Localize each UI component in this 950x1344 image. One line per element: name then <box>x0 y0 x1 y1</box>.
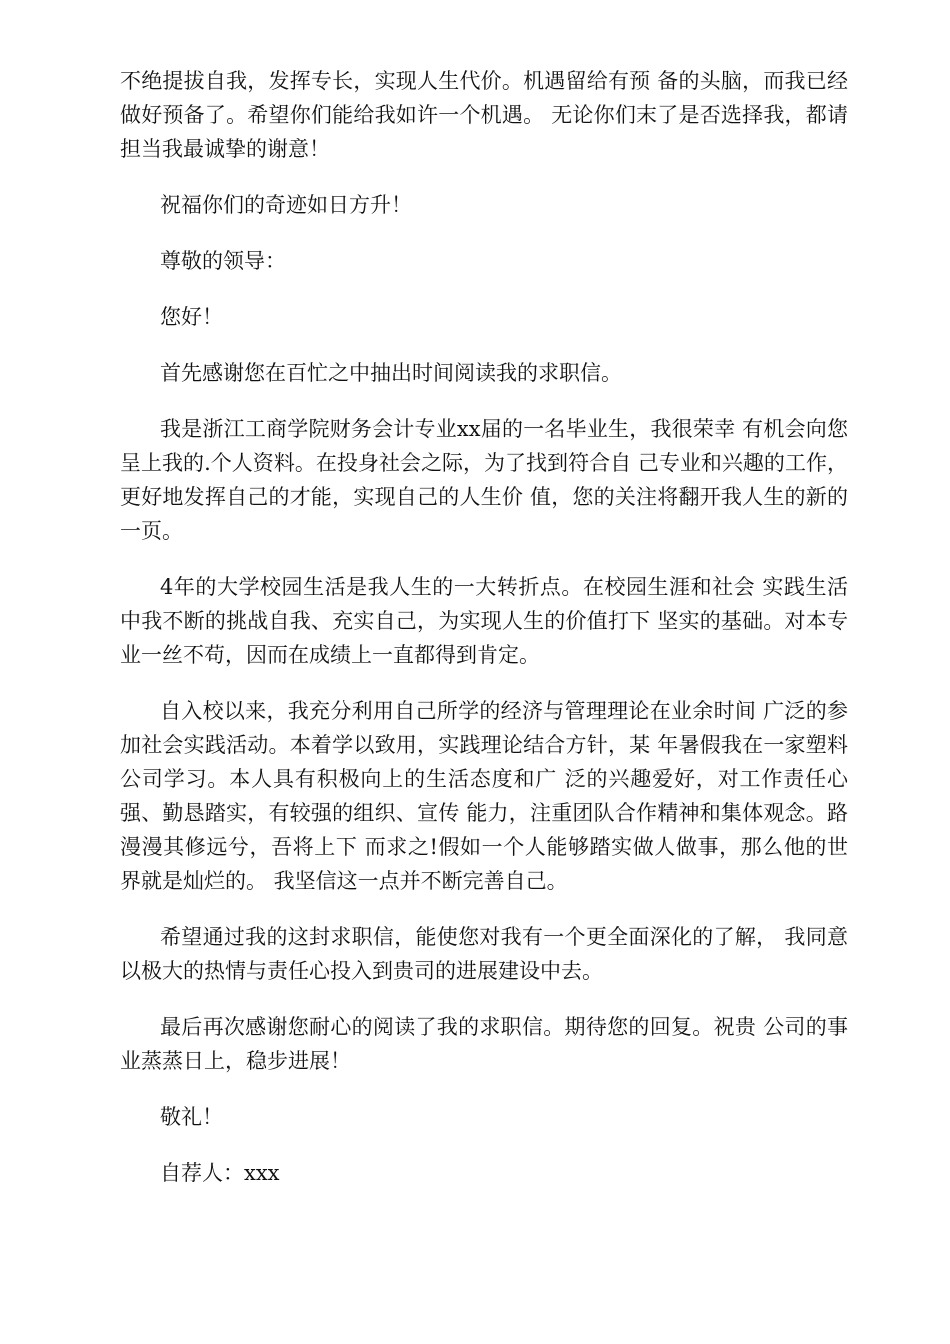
paragraph-closing: 最后再次感谢您耐心的阅读了我的求职信。期待您的回复。祝贵 公司的事业蒸蒸日上，稳步进展！ <box>120 1015 848 1073</box>
paragraph-experience: 自入校以来，我充分利用自己所学的经济与管理理论在业余时间 广泛的参加社会实践活动。本着学以致用，实践理论结合方针，某 年暑假我在一家塑料公司学习。本人具有积极向上的生活态度和广 泛的兴趣爱好，对工作责任心强、勤恳踏实，有较强的组织、宣传 能力，注重团队合作精神和集体观念。路漫漫其修远兮，吾将上下 而求之!假如一个人能够踏实做人做事，那么他的世界就是灿烂的。 我坚信这一点并不断完善自己。 <box>120 699 848 893</box>
paragraph-introduction: 我是浙江工商学院财务会计专业xx届的一名毕业生，我很荣幸 有机会向您呈上我的.个人资料。在投身社会之际，为了找到符合自 己专业和兴趣的工作，更好地发挥自己的才能，实现自己的人生价 值，您的关注将翻开我人生的新的一页。 <box>120 417 848 543</box>
paragraph-college-life: 4年的大学校园生活是我人生的一大转折点。在校园生涯和社会 实践生活中我不断的挑战自我、充实自己，为实现人生的价值打下 坚实的基础。对本专业一丝不苟，因而在成绩上一直都得到肯定。 <box>120 575 848 667</box>
paragraph-thanks: 首先感谢您在百忙之中抽出时间阅读我的求职信。 <box>160 361 622 385</box>
paragraph-blessing: 祝福你们的奇迹如日方升！ <box>160 193 412 217</box>
signature: 自荐人：xxx <box>160 1161 280 1185</box>
greeting: 您好！ <box>160 305 223 329</box>
paragraph-hope: 希望通过我的这封求职信，能使您对我有一个更全面深化的了解， 我同意以极大的热情与责任心投入到贵司的进展建设中去。 <box>120 925 848 983</box>
paragraph-continued: 不绝提拔自我，发挥专长，实现人生代价。机遇留给有预 备的头脑，而我已经做好预备了。希望你们能给我如许一个机遇。 无论你们末了是否选择我，都请担当我最诚挚的谢意！ <box>120 69 848 161</box>
document-page <box>120 64 848 1212</box>
regards: 敬礼！ <box>160 1105 223 1129</box>
salutation: 尊敬的领导： <box>160 249 286 273</box>
